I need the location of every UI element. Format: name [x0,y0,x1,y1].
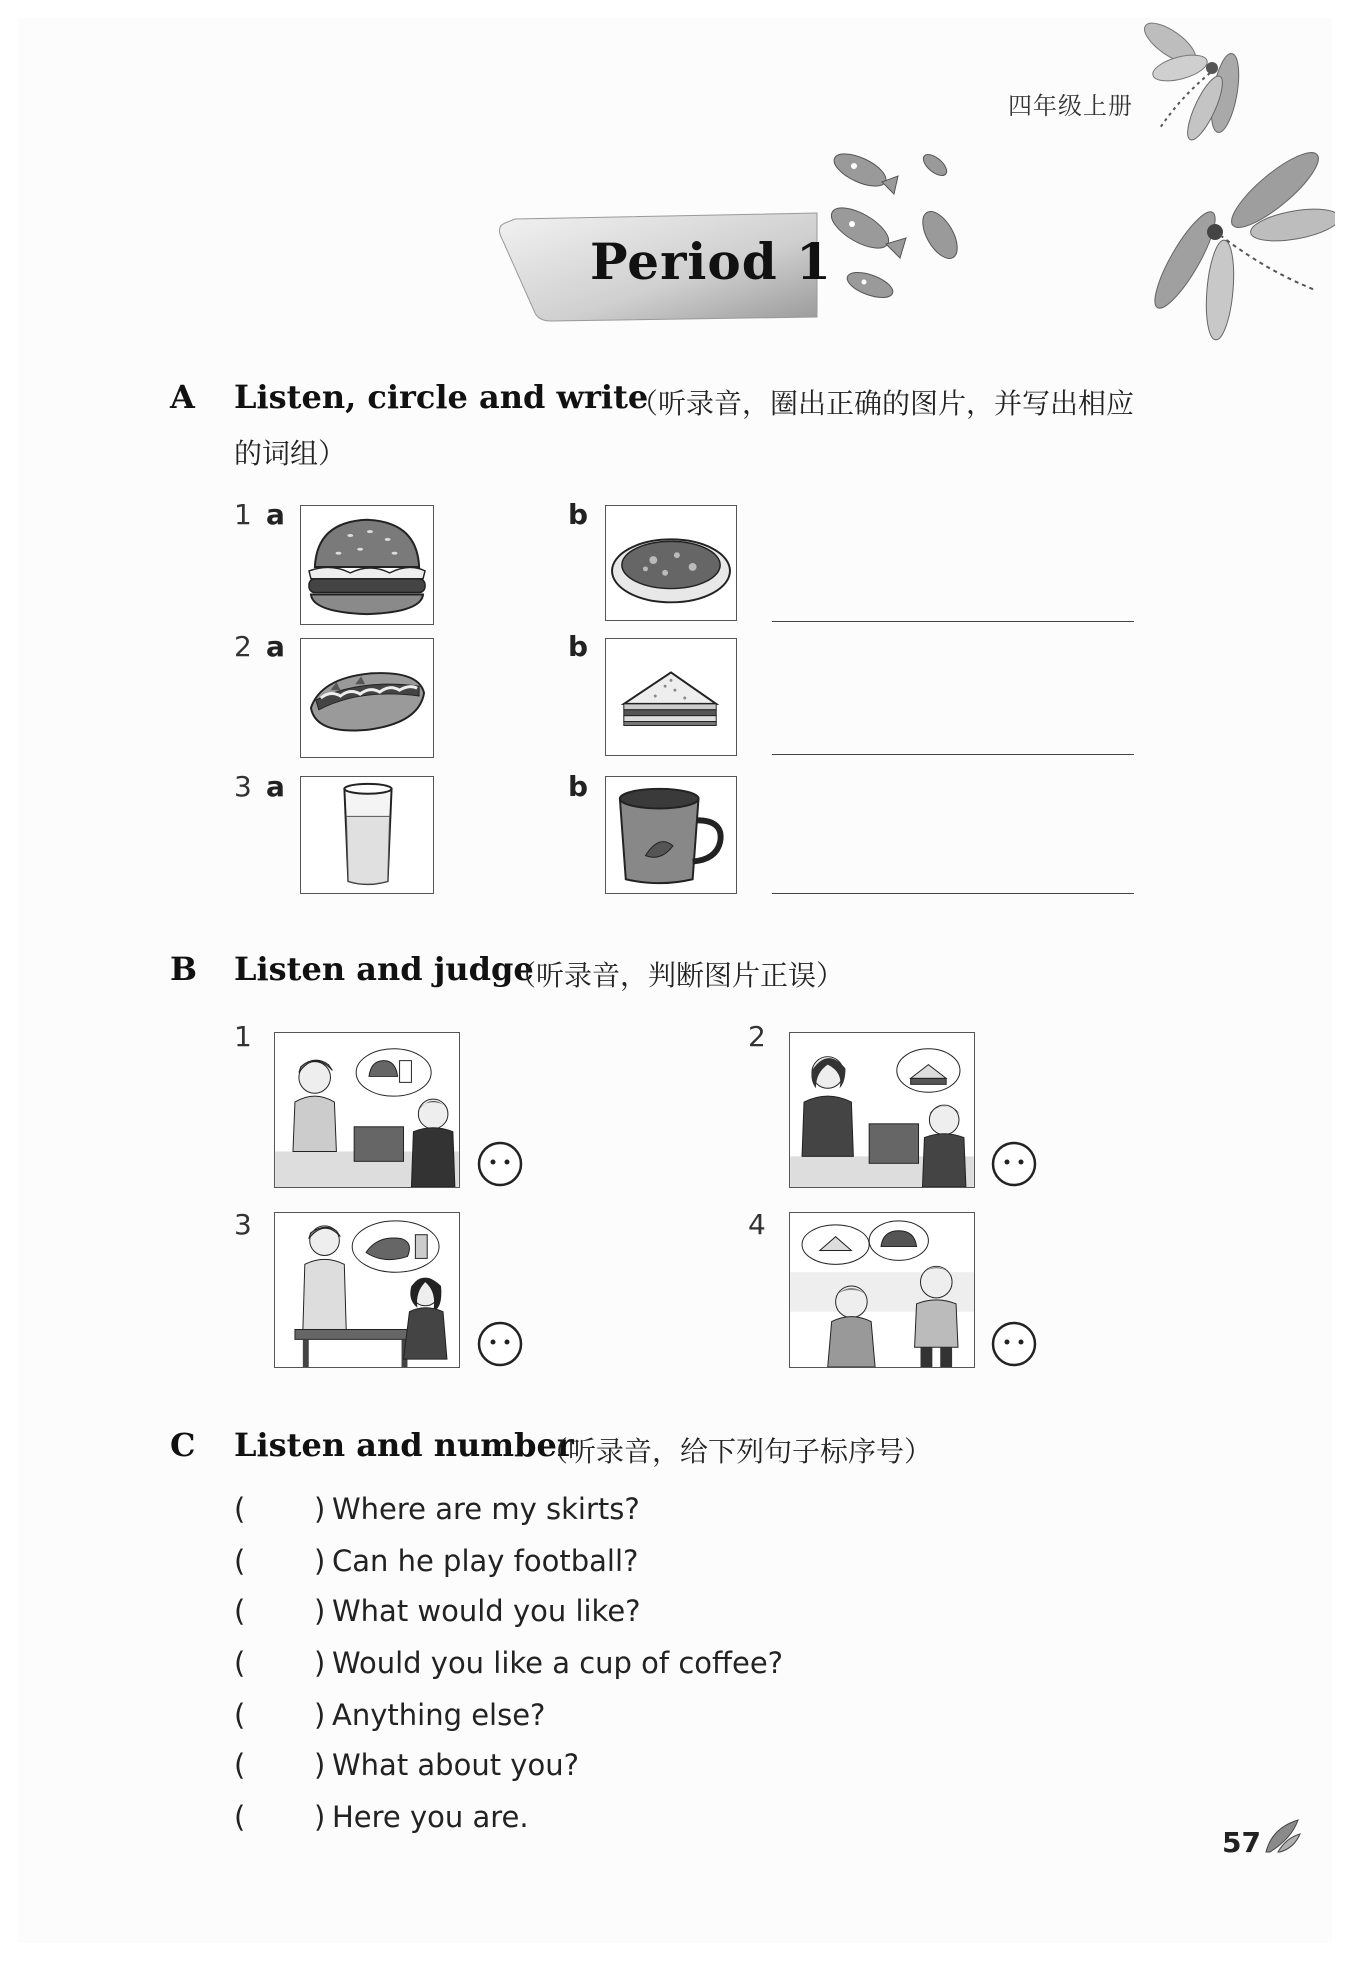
sentence-row[interactable] [234,1492,934,1532]
item-a1-number: 1 [234,498,252,531]
grade-label: 四年级上册 [1008,92,1133,120]
close-paren: ) [314,1748,326,1782]
close-paren: ) [314,1594,326,1628]
dragonfly-decoration-icon [1140,18,1260,148]
cup-of-tea-picture[interactable] [605,776,737,894]
cup-of-tea-icon [606,777,736,893]
section-a-subtitle-cont: 的词组） [234,437,347,470]
girl-boy-sandwich-hamburger-scene-icon [790,1213,974,1367]
judge-face-2[interactable] [990,1140,1038,1188]
fish-decoration-icon [820,140,990,310]
sentence-text: Where are my skirts? [332,1492,640,1526]
sentence-row[interactable] [234,1544,934,1584]
section-b-subtitle: （听录音，判断图片正误） [508,959,845,992]
close-paren: ) [314,1646,326,1680]
close-paren: ) [314,1800,326,1834]
close-paren: ) [314,1492,326,1526]
item-b2-option-b: b [568,630,589,663]
face-icon [476,1140,524,1188]
open-paren: ( [234,1492,246,1526]
face-icon [476,1320,524,1368]
judge-picture-4 [789,1212,975,1368]
answer-line-2[interactable] [772,754,1134,755]
pizza-picture[interactable] [605,505,737,621]
sentence-row[interactable] [234,1748,934,1788]
glass-of-milk-icon [301,777,433,893]
item-a2-option-a: a [266,630,285,663]
answer-line-3[interactable] [772,893,1134,894]
sentence-text: Here you are. [332,1800,529,1834]
sentence-row[interactable] [234,1594,934,1634]
open-paren: ( [234,1594,246,1628]
sentence-row[interactable] [234,1646,934,1686]
section-c-subtitle: （听录音，给下列句子标序号） [540,1435,933,1468]
judge-face-4[interactable] [990,1320,1038,1368]
open-paren: ( [234,1544,246,1578]
judge-item-4-number: 4 [748,1208,766,1241]
judge-face-1[interactable] [476,1140,524,1188]
face-icon [990,1320,1038,1368]
item-a1-option-a: a [266,498,285,531]
waitress-girl-hotdog-juice-scene-icon [275,1213,459,1367]
item-a2-number: 2 [234,630,252,663]
section-c-title: Listen and number [234,1426,574,1464]
leaf-decoration-icon [1262,1818,1302,1854]
item-b1-option-b: b [568,498,589,531]
hamburger-icon [301,506,433,624]
judge-item-3-number: 3 [234,1208,252,1241]
sandwich-icon [606,639,736,755]
dragonfly-decoration-large-icon [1145,140,1335,350]
waitress-boy-hamburger-milk-scene-icon [275,1033,459,1187]
close-paren: ) [314,1698,326,1732]
sandwich-picture[interactable] [605,638,737,756]
hamburger-picture[interactable] [300,505,434,625]
open-paren: ( [234,1646,246,1680]
judge-picture-1 [274,1032,460,1188]
sentence-row[interactable] [234,1800,934,1840]
item-b3-option-b: b [568,770,589,803]
sentence-text: Would you like a cup of coffee? [332,1646,784,1680]
page-number: 57 [1222,1826,1261,1859]
hot-dog-icon [301,639,433,757]
judge-face-3[interactable] [476,1320,524,1368]
period-title: Period 1 [590,232,832,291]
item-a3-number: 3 [234,770,252,803]
sentence-text: Anything else? [332,1698,546,1732]
answer-line-1[interactable] [772,621,1134,622]
glass-of-milk-picture[interactable] [300,776,434,894]
pizza-icon [606,506,736,620]
sentence-text: Can he play football? [332,1544,639,1578]
face-icon [990,1140,1038,1188]
judge-picture-3 [274,1212,460,1368]
section-a-title: Listen, circle and write [234,378,649,416]
judge-picture-2 [789,1032,975,1188]
open-paren: ( [234,1698,246,1732]
sentence-row[interactable] [234,1698,934,1738]
open-paren: ( [234,1748,246,1782]
sentence-text: What about you? [332,1748,579,1782]
section-b-letter: B [170,950,198,988]
sentence-text: What would you like? [332,1594,641,1628]
woman-boy-sandwich-scene-icon [790,1033,974,1187]
section-b-title: Listen and judge [234,950,534,988]
section-a-letter: A [170,378,195,416]
judge-item-2-number: 2 [748,1020,766,1053]
section-a-subtitle: （听录音，圈出正确的图片，并写出相应 [630,387,1135,420]
section-c-letter: C [170,1426,196,1464]
judge-item-1-number: 1 [234,1020,252,1053]
open-paren: ( [234,1800,246,1834]
hot-dog-picture[interactable] [300,638,434,758]
item-a3-option-a: a [266,770,285,803]
close-paren: ) [314,1544,326,1578]
